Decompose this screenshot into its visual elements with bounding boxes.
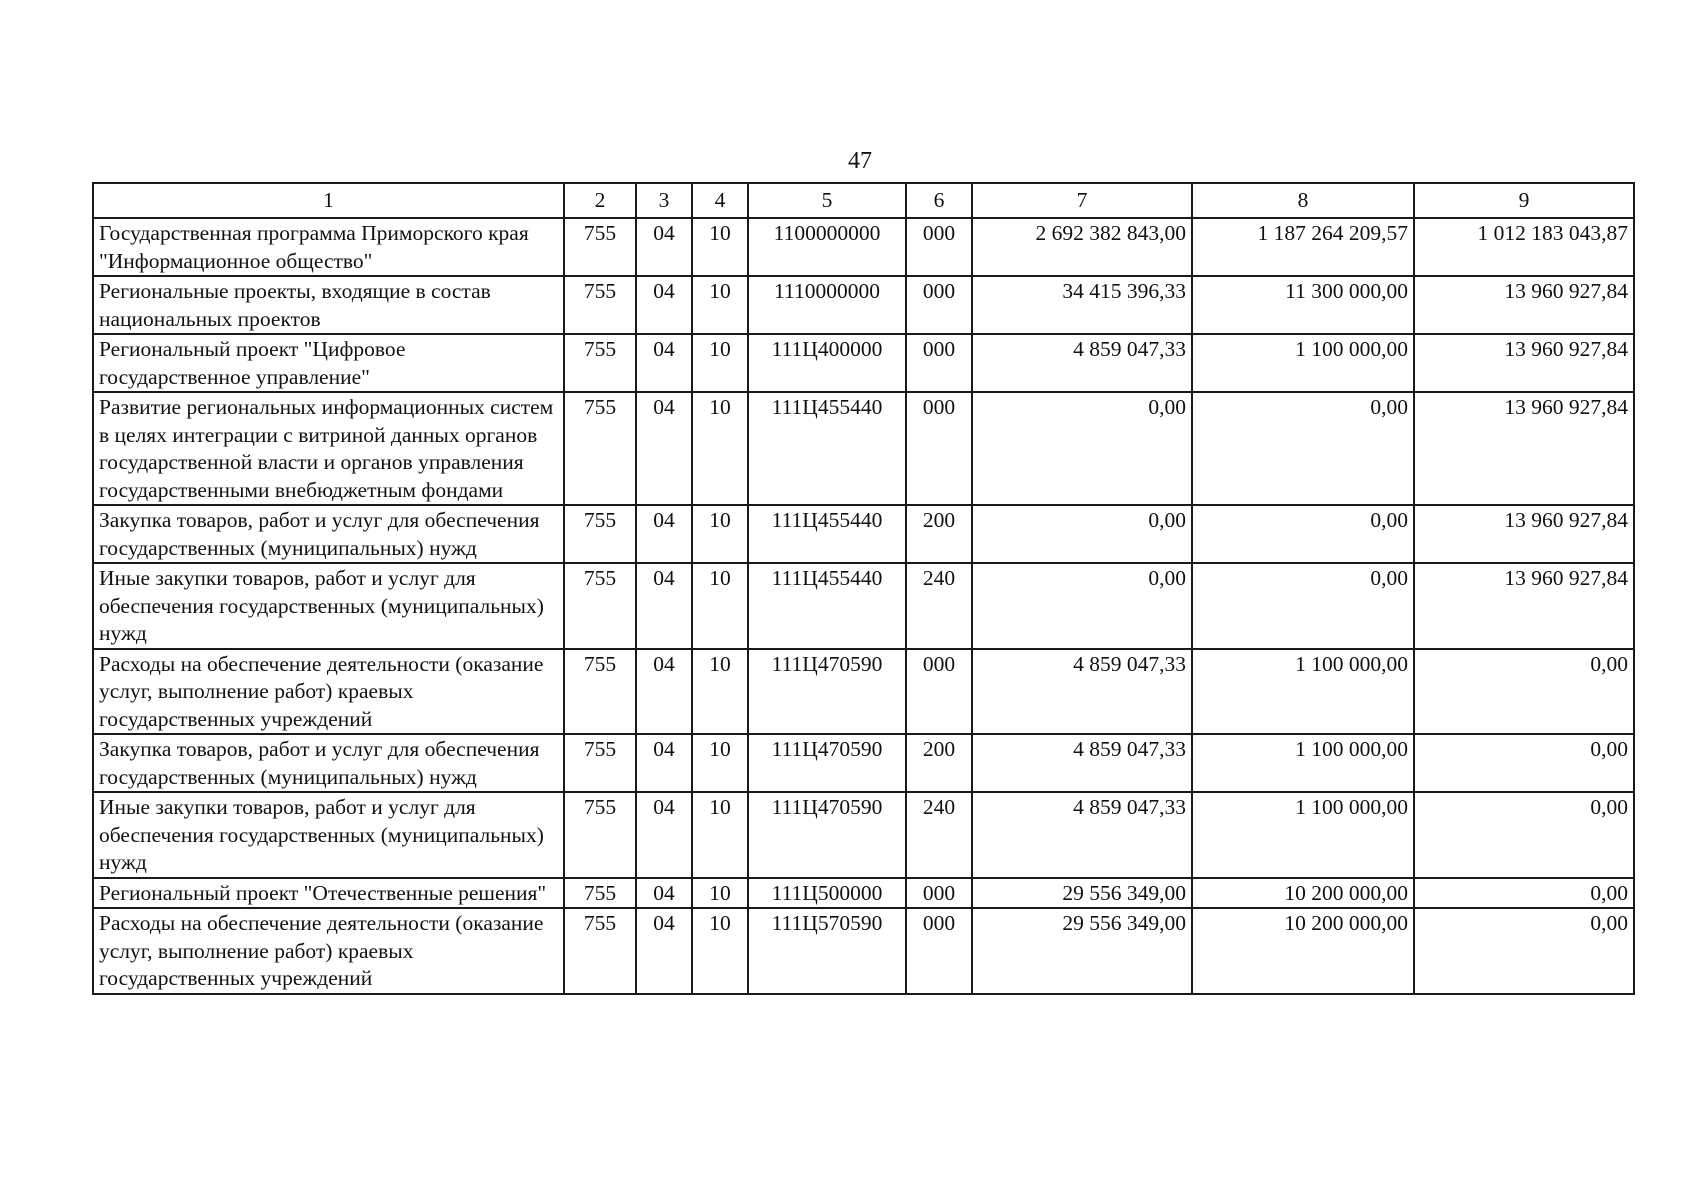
budget-table: [92, 182, 1635, 995]
cell-col-6: 000: [906, 276, 972, 334]
cell-col-5: 111Ц470590: [748, 649, 906, 735]
cell-col-4: 10: [692, 563, 748, 649]
column-header-8: 8: [1192, 183, 1414, 218]
cell-col-3: 04: [636, 792, 692, 878]
cell-col-6: 240: [906, 792, 972, 878]
cell-name: Государственная программа Приморского края "Информационное общество": [93, 218, 564, 276]
table-row: [93, 792, 1634, 878]
cell-col-8: 1 100 000,00: [1192, 334, 1414, 392]
header-row: [93, 183, 1634, 218]
cell-col-7: 34 415 396,33: [972, 276, 1192, 334]
cell-col-6: 240: [906, 563, 972, 649]
cell-col-8: 11 300 000,00: [1192, 276, 1414, 334]
cell-col-2: 755: [564, 505, 636, 563]
cell-col-5: 1100000000: [748, 218, 906, 276]
table-row: [93, 218, 1634, 276]
cell-col-6: 200: [906, 734, 972, 792]
cell-col-9: 0,00: [1414, 734, 1634, 792]
cell-name: Закупка товаров, работ и услуг для обеспечения государственных (муниципальных) нужд: [93, 505, 564, 563]
cell-col-8: 10 200 000,00: [1192, 908, 1414, 994]
cell-col-3: 04: [636, 392, 692, 505]
cell-col-4: 10: [692, 334, 748, 392]
cell-col-5: 1110000000: [748, 276, 906, 334]
cell-name: Расходы на обеспечение деятельности (оказание услуг, выполнение работ) краевых государственных учреждений: [93, 908, 564, 994]
cell-col-4: 10: [692, 908, 748, 994]
cell-col-4: 10: [692, 792, 748, 878]
cell-col-7: 4 859 047,33: [972, 649, 1192, 735]
column-header-4: 4: [692, 183, 748, 218]
cell-col-3: 04: [636, 734, 692, 792]
cell-col-6: 000: [906, 392, 972, 505]
cell-col-9: 0,00: [1414, 908, 1634, 994]
cell-col-4: 10: [692, 505, 748, 563]
cell-col-6: 200: [906, 505, 972, 563]
cell-col-2: 755: [564, 908, 636, 994]
cell-col-9: 13 960 927,84: [1414, 334, 1634, 392]
cell-col-6: 000: [906, 908, 972, 994]
cell-col-7: 0,00: [972, 392, 1192, 505]
table-body: [93, 218, 1634, 994]
table-row: [93, 563, 1634, 649]
cell-col-9: 13 960 927,84: [1414, 392, 1634, 505]
cell-col-3: 04: [636, 563, 692, 649]
cell-col-3: 04: [636, 218, 692, 276]
cell-col-5: 111Ц455440: [748, 563, 906, 649]
cell-col-2: 755: [564, 878, 636, 909]
cell-col-7: 2 692 382 843,00: [972, 218, 1192, 276]
column-header-5: 5: [748, 183, 906, 218]
cell-name: Иные закупки товаров, работ и услуг для обеспечения государственных (муниципальных) нужд: [93, 563, 564, 649]
cell-col-8: 0,00: [1192, 505, 1414, 563]
cell-col-6: 000: [906, 878, 972, 909]
cell-col-5: 111Ц400000: [748, 334, 906, 392]
cell-col-2: 755: [564, 392, 636, 505]
cell-col-5: 111Ц455440: [748, 505, 906, 563]
column-header-3: 3: [636, 183, 692, 218]
cell-col-6: 000: [906, 218, 972, 276]
table-row: [93, 276, 1634, 334]
cell-col-2: 755: [564, 218, 636, 276]
cell-name: Региональный проект "Цифровое государственное управление": [93, 334, 564, 392]
cell-col-8: 1 100 000,00: [1192, 792, 1414, 878]
cell-col-3: 04: [636, 908, 692, 994]
cell-col-9: 0,00: [1414, 649, 1634, 735]
cell-col-8: 10 200 000,00: [1192, 878, 1414, 909]
cell-col-8: 1 187 264 209,57: [1192, 218, 1414, 276]
cell-col-7: 4 859 047,33: [972, 334, 1192, 392]
cell-col-9: 13 960 927,84: [1414, 276, 1634, 334]
table-row: [93, 392, 1634, 505]
cell-col-3: 04: [636, 878, 692, 909]
column-header-6: 6: [906, 183, 972, 218]
cell-col-3: 04: [636, 276, 692, 334]
cell-col-5: 111Ц470590: [748, 734, 906, 792]
column-header-7: 7: [972, 183, 1192, 218]
cell-col-4: 10: [692, 878, 748, 909]
table-row: [93, 734, 1634, 792]
table-header: [93, 183, 1634, 218]
cell-name: Развитие региональных информационных систем в целях интеграции с витриной данных органов государственной власти и органов управления государственными внебюджетным фондами: [93, 392, 564, 505]
table-row: [93, 908, 1634, 994]
cell-col-2: 755: [564, 563, 636, 649]
table-row: [93, 878, 1634, 909]
cell-col-5: 111Ц470590: [748, 792, 906, 878]
cell-col-8: 0,00: [1192, 392, 1414, 505]
cell-col-8: 0,00: [1192, 563, 1414, 649]
column-header-1: 1: [93, 183, 564, 218]
cell-col-3: 04: [636, 334, 692, 392]
cell-col-6: 000: [906, 649, 972, 735]
cell-col-9: 1 012 183 043,87: [1414, 218, 1634, 276]
cell-name: Закупка товаров, работ и услуг для обеспечения государственных (муниципальных) нужд: [93, 734, 564, 792]
cell-col-7: 0,00: [972, 563, 1192, 649]
cell-col-2: 755: [564, 276, 636, 334]
cell-col-4: 10: [692, 734, 748, 792]
cell-col-8: 1 100 000,00: [1192, 649, 1414, 735]
cell-col-6: 000: [906, 334, 972, 392]
cell-col-9: 13 960 927,84: [1414, 505, 1634, 563]
cell-col-9: 0,00: [1414, 792, 1634, 878]
column-header-2: 2: [564, 183, 636, 218]
cell-col-5: 111Ц455440: [748, 392, 906, 505]
cell-col-4: 10: [692, 392, 748, 505]
table-row: [93, 334, 1634, 392]
cell-col-4: 10: [692, 218, 748, 276]
table-row: [93, 505, 1634, 563]
cell-name: Региональные проекты, входящие в состав национальных проектов: [93, 276, 564, 334]
cell-col-9: 0,00: [1414, 878, 1634, 909]
cell-name: Иные закупки товаров, работ и услуг для обеспечения государственных (муниципальных) нужд: [93, 792, 564, 878]
cell-col-2: 755: [564, 649, 636, 735]
cell-col-3: 04: [636, 649, 692, 735]
cell-col-4: 10: [692, 649, 748, 735]
cell-col-7: 29 556 349,00: [972, 878, 1192, 909]
cell-col-7: 0,00: [972, 505, 1192, 563]
cell-col-5: 111Ц500000: [748, 878, 906, 909]
cell-col-9: 13 960 927,84: [1414, 563, 1634, 649]
cell-col-7: 4 859 047,33: [972, 792, 1192, 878]
table-row: [93, 649, 1634, 735]
cell-col-4: 10: [692, 276, 748, 334]
cell-col-2: 755: [564, 792, 636, 878]
cell-name: Региональный проект "Отечественные решения": [93, 878, 564, 909]
cell-col-8: 1 100 000,00: [1192, 734, 1414, 792]
cell-col-2: 755: [564, 734, 636, 792]
cell-col-5: 111Ц570590: [748, 908, 906, 994]
cell-col-7: 4 859 047,33: [972, 734, 1192, 792]
cell-col-2: 755: [564, 334, 636, 392]
page-number: 47: [848, 148, 872, 174]
cell-name: Расходы на обеспечение деятельности (оказание услуг, выполнение работ) краевых государственных учреждений: [93, 649, 564, 735]
cell-col-7: 29 556 349,00: [972, 908, 1192, 994]
column-header-9: 9: [1414, 183, 1634, 218]
cell-col-3: 04: [636, 505, 692, 563]
